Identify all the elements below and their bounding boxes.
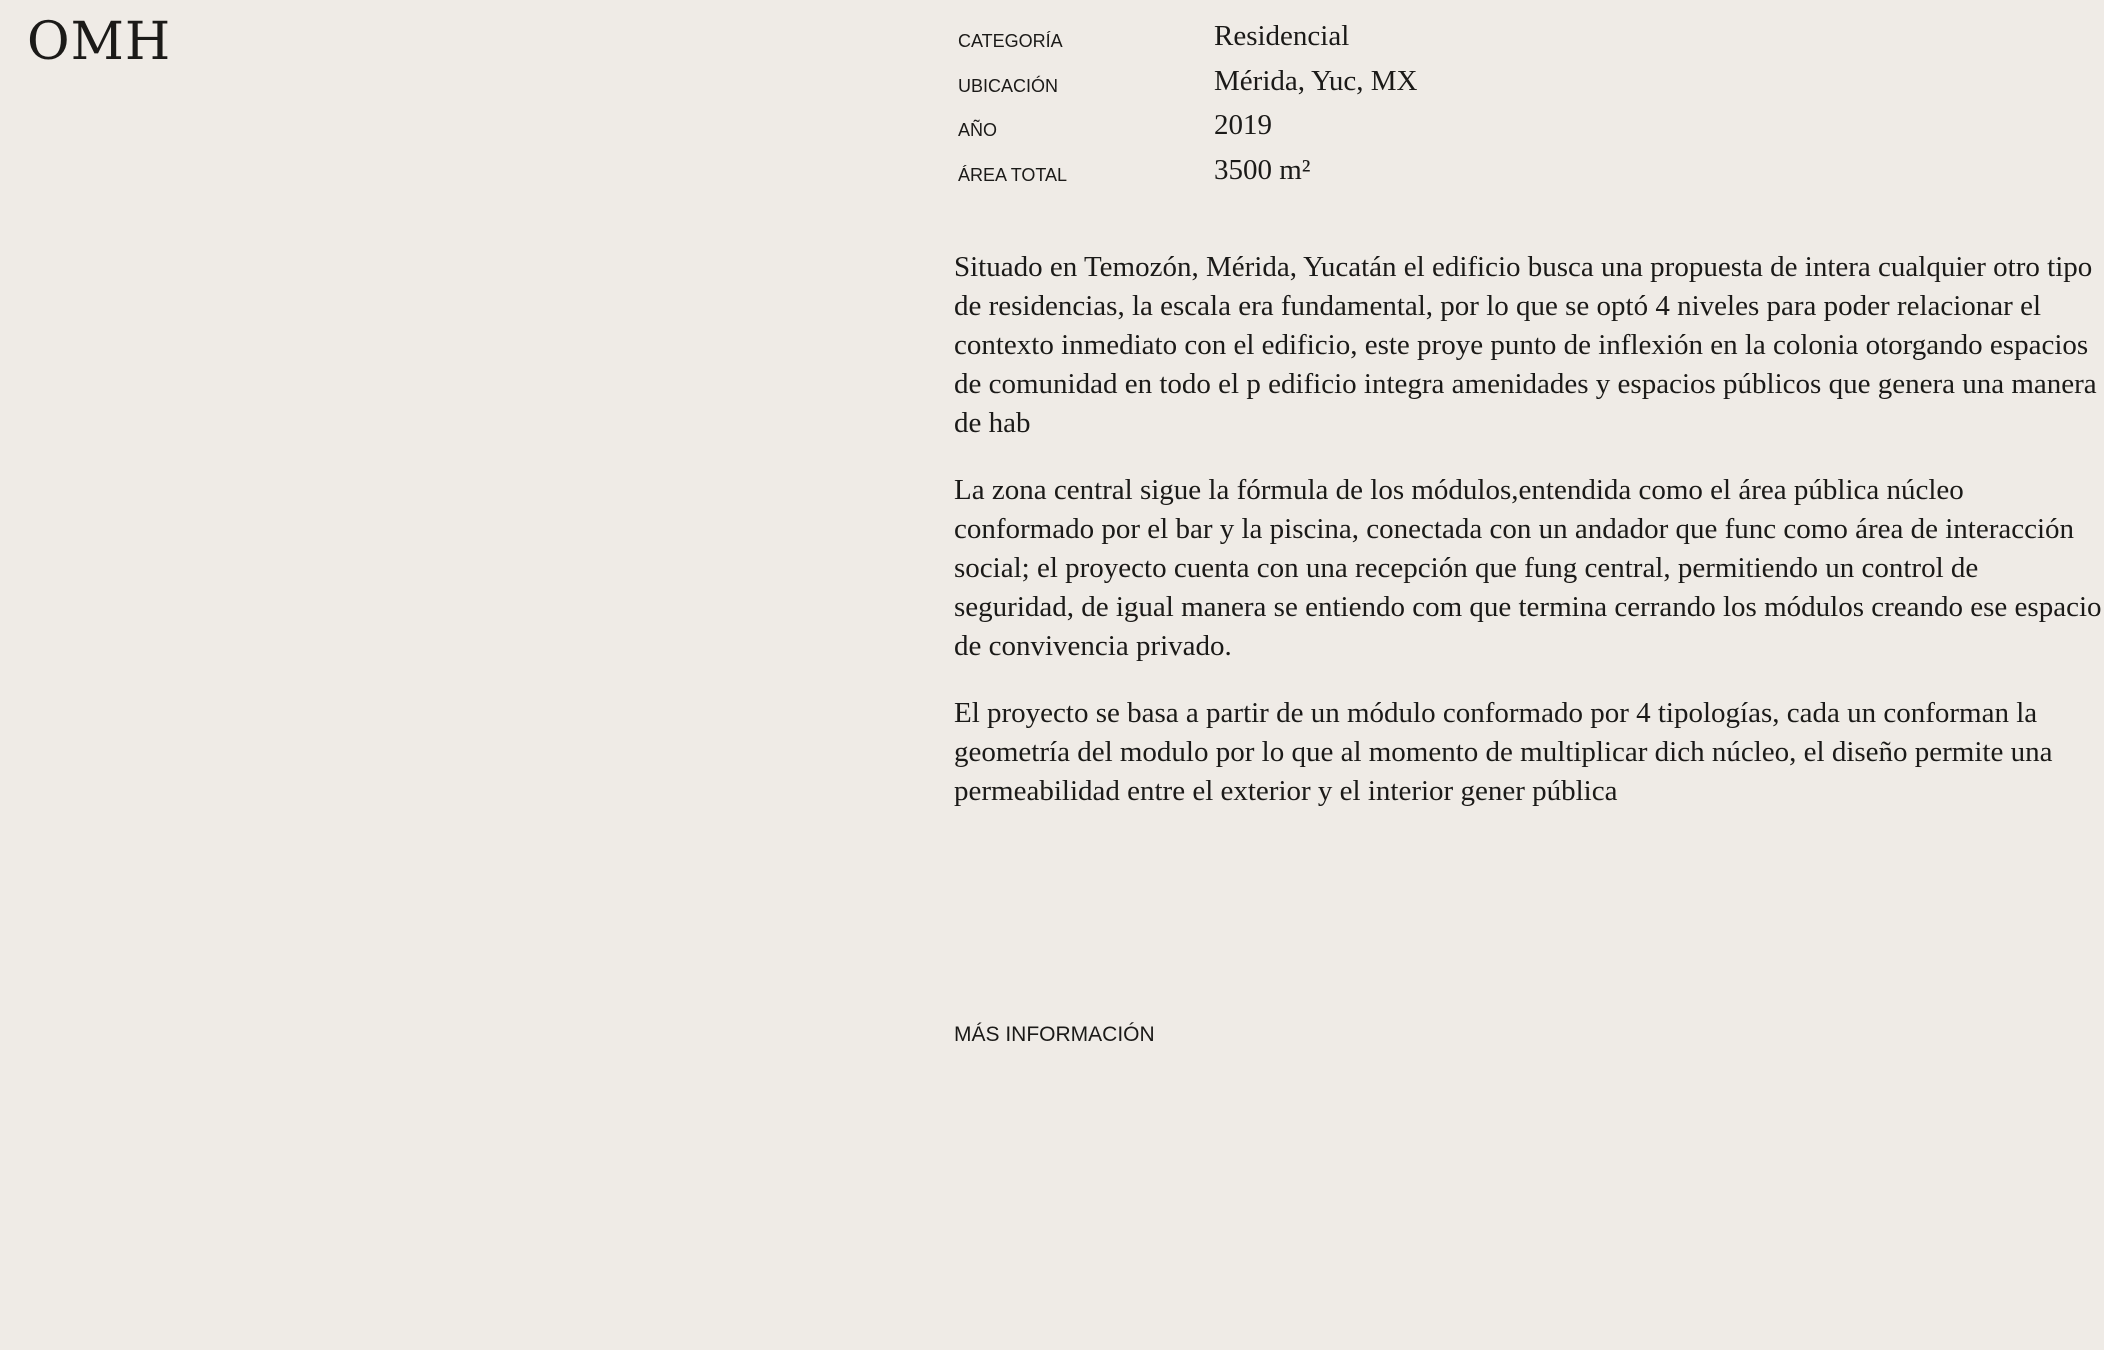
year-value: 2019	[1214, 109, 1272, 141]
project-info-row-year	[958, 107, 1920, 152]
project-info-row-category	[958, 18, 1920, 63]
logo[interactable]: OMH	[27, 12, 172, 72]
description-paragraph-1: Situado en Temozón, Mérida, Yucatán el edificio busca una propuesta de intera cualquier otro tipo de residencias, la escala era fundamental, por lo que se optó 4 niveles para poder relacionar el contexto inmediato con el edificio, este proye punto de inflexión en la colonia otorgando espacios de comunidad en todo el p edificio integra amenidades y espacios públicos que genera una manera de hab	[954, 251, 2097, 439]
project-info-row-location	[958, 63, 1920, 108]
project-info	[958, 18, 1920, 196]
area-value: 3500 m²	[1214, 153, 1311, 186]
category-value: Residencial	[1214, 20, 1350, 52]
more-info-link[interactable]: MÁS INFORMACIÓN	[954, 1023, 1155, 1046]
area-label: ÁREA TOTAL	[958, 164, 1068, 185]
location-value: Mérida, Yuc, MX	[1214, 64, 1418, 97]
year-label: AÑO	[958, 120, 998, 140]
description-paragraph-3: El proyecto se basa a partir de un módulo conformado por 4 tipologías, cada un conforman la geometría del modulo por lo que al momento de multiplicar dich núcleo, el diseño permite una permeabilidad entre el exterior y el interior gener pública	[954, 697, 2053, 807]
project-info-row-area	[958, 152, 1920, 197]
location-label: UBICACIÓN	[958, 75, 1059, 96]
category-label: CATEGORÍA	[958, 31, 1063, 51]
description-paragraph-2: La zona central sigue la fórmula de los módulos,entendida como el área pública núcleo conformado por el bar y la piscina, conectada con un andador que func como área de interacción social; el proyecto cuenta con una recepción que fung central, permitiendo un control de seguridad, de igual manera se entiendo com que termina cerrando los módulos creando ese espacio de convivencia privado.	[954, 474, 2102, 662]
project-description	[954, 248, 2102, 839]
